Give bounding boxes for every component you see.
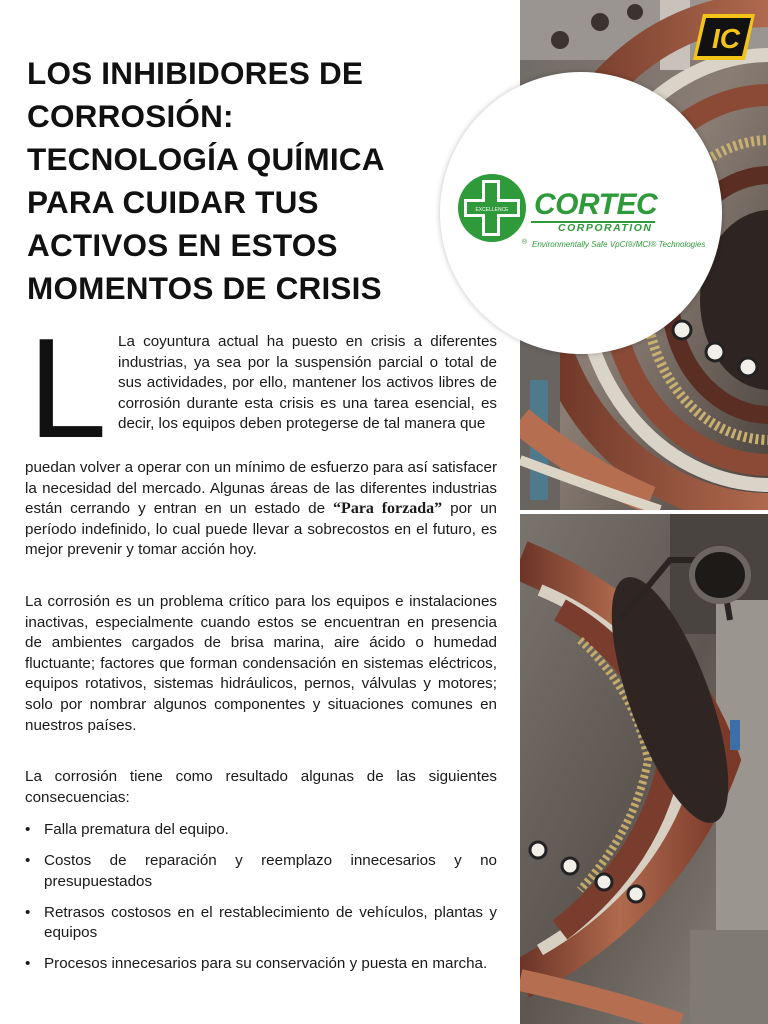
cortec-tagline: Environmentally Safe VpCI®/MCI® Technologies — [532, 240, 706, 249]
bullet-icon: • — [25, 851, 31, 869]
list-item-text: Retrasos costosos en el restablecimiento de vehículos, plantas y equipos — [44, 903, 497, 942]
list-item — [25, 820, 497, 841]
list-item-text: Costos de reparación y reemplazo innecesarios y no presupuestados — [44, 851, 497, 890]
intro-paragraph-continued — [25, 458, 497, 561]
title-line: ACTIVOS EN ESTOS — [27, 227, 338, 263]
intro-text: puedan volver a operar con un mínimo de esfuerzo para así satisfacer la necesidad del mercado. Algunas áreas de las diferentes industrias están cerrando y entran en un estado de — [25, 459, 497, 518]
title-line: TECNOLOGÍA QUÍMICA — [27, 141, 385, 177]
intro-text: por un período indefinido, lo cual puede llevar a sobrecostos en el futuro, es mejor prevenir y tomar acción hoy. — [25, 500, 497, 559]
emphasis-text: “Para forzada” — [333, 500, 443, 518]
paragraph-corrosion-problem: La corrosión es un problema crítico para los equipos e instalaciones inactivas, especialmente cuando estos se encuentran en presencia de ambientes cargados de brisa marina, aire ácido o humedad fluctuante; factores que forman condensación en sistemas eléctricos, equipos rotativos, sistemas hidráulicos, pernos, válvulas y motores; solo por nombrar algunos componentes y situaciones comunes en nuestros países. — [25, 593, 497, 734]
intro-paragraph-top: La coyuntura actual ha puesto en crisis a diferentes industrias, ya sea por la suspensión parcial o total de sus actividades, por ello, mantener los activos libres de corrosión durante esta crisis es una tarea esencial, es decir, los equipos deben protegerse de tal manera que — [118, 333, 497, 433]
list-item — [25, 851, 497, 892]
bullet-icon: • — [25, 955, 31, 973]
list-item-text: Procesos innecesarios para su conservación y puesta en marcha. — [44, 955, 488, 973]
ic-badge-text: IC — [712, 23, 740, 54]
bullet-icon: • — [25, 903, 31, 921]
registered-mark: ® — [522, 239, 528, 246]
cortec-corporation: CORPORATION — [558, 222, 653, 234]
consequences-list — [25, 820, 497, 985]
list-item — [25, 954, 497, 975]
title-line: CORROSIÓN: — [27, 98, 234, 134]
ic-badge — [693, 14, 755, 60]
title-line: LOS INHIBIDORES DE — [27, 55, 364, 91]
cortec-cross-text: EXCELLENCE — [475, 207, 509, 213]
article-title — [27, 52, 447, 310]
title-line: PARA CUIDAR TUS — [27, 184, 319, 220]
drop-cap: L — [28, 309, 107, 468]
cortec-brand-name: CORTEC — [534, 188, 658, 221]
cortec-cross-logo-icon — [456, 170, 532, 248]
paragraph-consequences-intro: La corrosión tiene como resultado algunas de las siguientes consecuencias: — [25, 768, 497, 806]
list-item-text: Falla prematura del equipo. — [44, 821, 229, 838]
list-item — [25, 903, 497, 944]
bullet-icon: • — [25, 821, 31, 838]
title-line: MOMENTOS DE CRISIS — [27, 270, 382, 306]
ic-badge-shape — [693, 14, 755, 60]
